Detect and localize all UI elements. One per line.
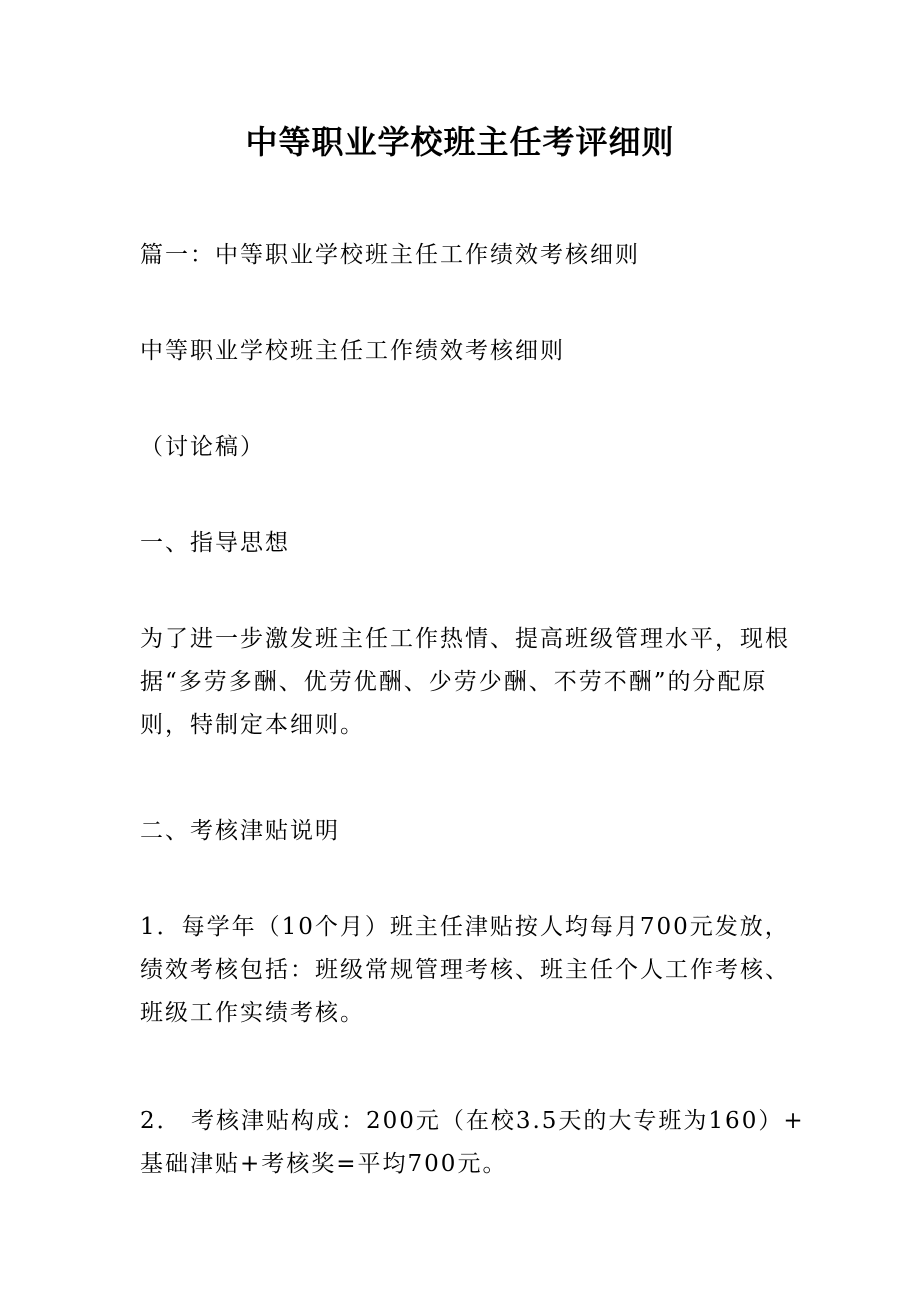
subtitle (140, 330, 800, 373)
text-line: 基础津贴+考核奖=平均700元。 (140, 1151, 508, 1177)
draft-note (140, 426, 800, 469)
text-line: 一、指导思想 (140, 530, 290, 556)
section-heading-guiding-principle (140, 522, 800, 565)
text-line: 篇一：中等职业学校班主任工作绩效考核细则 (140, 242, 640, 268)
text-line: 绩效考核包括：班级常规管理考核、班主任个人工作考核、 (140, 957, 790, 983)
text-line: 1．每学年（10个月）班主任津贴按人均每月700元发放， (140, 914, 790, 940)
text-line: 中等职业学校班主任工作绩效考核细则 (140, 338, 565, 364)
paragraph-item-2 (140, 1100, 805, 1186)
text-line: 班级工作实绩考核。 (140, 1000, 365, 1026)
section-heading-part-one (140, 234, 800, 277)
text-line: 2． 考核津贴构成：200元（在校3.5天的大专班为160）+ (140, 1108, 805, 1134)
text-line: 据“多劳多酬、优劳优酬、少劳少酬、不劳不酬”的分配原 (140, 669, 768, 695)
paragraph-purpose (140, 618, 800, 747)
section-heading-allowance (140, 810, 800, 853)
document-title: 中等职业学校班主任考评细则 (245, 123, 675, 161)
text-line: （讨论稿） (140, 434, 265, 460)
paragraph-item-1 (140, 906, 800, 1035)
text-line: 二、考核津贴说明 (140, 818, 340, 844)
text-line: 为了进一步激发班主任工作热情、提高班级管理水平，现根 (140, 626, 790, 652)
text-line: 则，特制定本细则。 (140, 712, 365, 738)
